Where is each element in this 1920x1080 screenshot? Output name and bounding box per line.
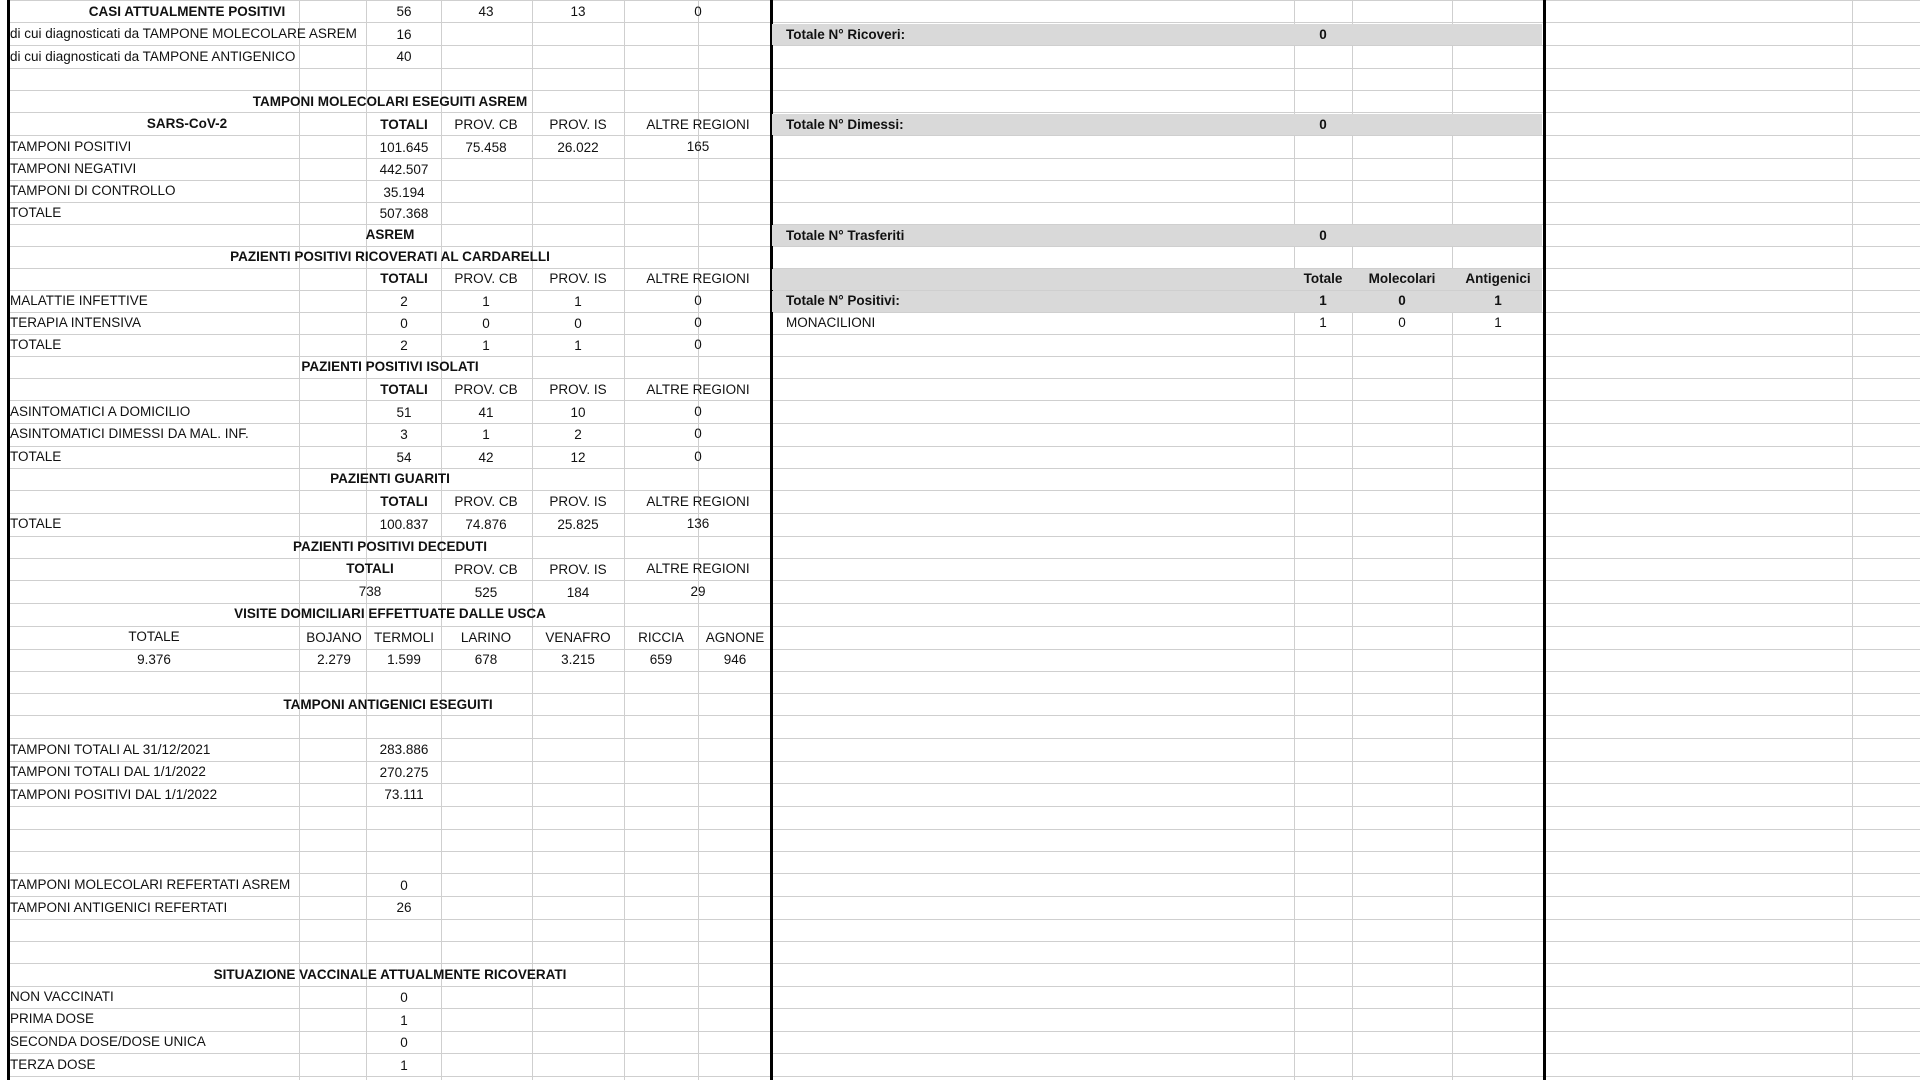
dec-title: PAZIENTI POSITIVI DECEDUTI: [292, 539, 488, 554]
casi-altre: 0: [694, 4, 702, 19]
grid-row-line: [8, 761, 1920, 762]
gua-r1-cb: 74.876: [465, 517, 507, 532]
vacc-r3-val: 0: [400, 1035, 408, 1050]
mol-title: TAMPONI MOLECOLARI ESEGUITI ASREM: [252, 94, 528, 109]
grid-row-line: [8, 1031, 1920, 1032]
iso-h-is: PROV. IS: [549, 382, 607, 397]
trasferiti-label: Totale N° Trasferiti: [786, 228, 905, 243]
grid-row-line: [8, 1053, 1920, 1054]
mol-r1-tot: 101.645: [379, 140, 429, 155]
grid-row-line: [8, 873, 1920, 874]
grid-row-line: [8, 783, 1920, 784]
mol-r1-altre: 165: [686, 139, 710, 154]
mol-r1-is: 26.022: [557, 140, 599, 155]
grid-row-line: [8, 671, 1920, 672]
casi-cb: 43: [478, 4, 494, 19]
casi-mol-label: di cui diagnosticati da TAMPONE MOLECOLARE ASREM: [10, 26, 357, 41]
mol-h-altre: ALTRE REGIONI: [646, 117, 750, 132]
gua-r1-label: TOTALE: [10, 516, 62, 531]
comune-totale: 1: [1319, 315, 1327, 330]
ant-r3-val: 73.111: [384, 787, 424, 802]
grid-row-line: [8, 986, 1920, 987]
col-header-antigenici: Antigenici: [1465, 271, 1531, 286]
usca-title: VISITE DOMICILIARI EFFETTUATE DALLE USCA: [234, 606, 546, 621]
grid-row-line: [8, 334, 1920, 335]
ant-r3-label: TAMPONI POSITIVI DAL 1/1/2022: [10, 787, 218, 802]
ric-r2-tot: 0: [400, 316, 408, 331]
ant-r2-label: TAMPONI TOTALI DAL 1/1/2022: [10, 764, 206, 779]
iso-h-cb: PROV. CB: [454, 382, 518, 397]
grid-row-line: [8, 558, 1920, 559]
section-border: [770, 0, 773, 1080]
iso-r2-tot: 3: [400, 427, 408, 442]
gua-h-altre: ALTRE REGIONI: [646, 494, 750, 509]
iso-r3-cb: 42: [478, 450, 494, 465]
iso-r3-tot: 54: [396, 450, 412, 465]
section-border: [1543, 0, 1546, 1080]
ric-h-altre: ALTRE REGIONI: [646, 271, 750, 286]
mol-r1-label: TAMPONI POSITIVI: [10, 139, 132, 154]
ric-r2-cb: 0: [482, 316, 490, 331]
usca-termoli: 1.599: [387, 652, 421, 667]
usca-h-totale: TOTALE: [128, 629, 180, 644]
grid-row-line: [8, 68, 1920, 69]
grid-row-line: [8, 378, 1920, 379]
grid-col-line: [1294, 0, 1295, 1080]
dec-is: 184: [566, 585, 590, 600]
grid-row-line: [8, 1008, 1920, 1009]
iso-r1-is: 10: [570, 405, 586, 420]
ref-r1-val: 0: [400, 878, 408, 893]
dimessi-label: Totale N° Dimessi:: [786, 117, 904, 132]
ric-h-is: PROV. IS: [549, 271, 607, 286]
ric-r1-tot: 2: [400, 294, 408, 309]
mol-r4-label: TOTALE: [10, 205, 62, 220]
grid-row-line: [8, 202, 1920, 203]
ric-r2-label: TERAPIA INTENSIVA: [10, 315, 142, 330]
gua-title: PAZIENTI GUARITI: [330, 471, 450, 486]
iso-r1-tot: 51: [396, 405, 412, 420]
mol-h-is: PROV. IS: [549, 117, 607, 132]
ricoveri-label: Totale N° Ricoveri:: [786, 27, 906, 42]
grid-row-line: [8, 446, 1920, 447]
grid-row-line: [8, 806, 1920, 807]
usca-venafro: 3.215: [561, 652, 595, 667]
usca-h-riccia: RICCIA: [638, 630, 684, 645]
positivi-label: Totale N° Positivi:: [786, 293, 900, 308]
asrem-label: ASREM: [365, 227, 415, 242]
iso-title: PAZIENTI POSITIVI ISOLATI: [301, 359, 479, 374]
casi-ant-label: di cui diagnosticati da TAMPONE ANTIGENICO: [10, 49, 296, 64]
ric-r2-altre: 0: [694, 315, 702, 330]
gua-h-cb: PROV. CB: [454, 494, 518, 509]
mol-r3-label: TAMPONI DI CONTROLLO: [10, 183, 176, 198]
vacc-r2-label: PRIMA DOSE: [10, 1011, 95, 1026]
grid-row-line: [8, 829, 1920, 830]
grid-row-line: [8, 896, 1920, 897]
iso-r3-is: 12: [570, 450, 586, 465]
grid-row-line: [8, 580, 1920, 581]
iso-r3-label: TOTALE: [10, 449, 62, 464]
comune-molecolari: 0: [1398, 315, 1406, 330]
iso-r1-cb: 41: [478, 405, 494, 420]
usca-totale: 9.376: [137, 652, 171, 667]
usca-agnone: 946: [723, 652, 747, 667]
usca-h-venafro: VENAFRO: [545, 630, 611, 645]
ric-r1-is: 1: [574, 294, 582, 309]
gua-r1-tot: 100.837: [379, 517, 429, 532]
ant-r1-val: 283.886: [379, 742, 429, 757]
ric-r2-is: 0: [574, 316, 582, 331]
grid-col-line: [698, 0, 699, 1080]
dec-h-altre: ALTRE REGIONI: [646, 561, 750, 576]
vacc-r1-val: 0: [400, 990, 408, 1005]
gua-h-tot: TOTALI: [380, 494, 428, 509]
mol-r4-tot: 507.368: [379, 206, 429, 221]
ric-r1-altre: 0: [694, 293, 702, 308]
vacc-r1-label: NON VACCINATI: [10, 989, 114, 1004]
grid-col-line: [1452, 0, 1453, 1080]
iso-r2-cb: 1: [482, 427, 490, 442]
dec-h-cb: PROV. CB: [454, 562, 518, 577]
gua-r1-is: 25.825: [557, 517, 599, 532]
grid-row-line: [8, 626, 1920, 627]
usca-riccia: 659: [649, 652, 673, 667]
dec-tot: 738: [358, 584, 382, 599]
ant-r2-val: 270.275: [379, 765, 429, 780]
grid-row-line: [8, 649, 1920, 650]
grid-row-line: [8, 738, 1920, 739]
casi-mol-val: 16: [396, 27, 412, 42]
usca-bojano: 2.279: [317, 652, 351, 667]
col-header-molecolari: Molecolari: [1368, 271, 1436, 286]
gua-h-is: PROV. IS: [549, 494, 607, 509]
mol-r3-tot: 35.194: [383, 185, 425, 200]
iso-r3-altre: 0: [694, 449, 702, 464]
dec-h-tot: TOTALI: [346, 561, 394, 576]
grid-row-line: [8, 513, 1920, 514]
iso-r1-altre: 0: [694, 404, 702, 419]
iso-r2-altre: 0: [694, 426, 702, 441]
comune-label: MONACILIONI: [786, 315, 876, 330]
trasferiti-value: 0: [1319, 228, 1327, 243]
usca-h-bojano: BOJANO: [306, 630, 362, 645]
ant-r1-label: TAMPONI TOTALI AL 31/12/2021: [10, 742, 211, 757]
grid-row-line: [8, 423, 1920, 424]
grid-col-line: [624, 0, 625, 1080]
gua-r1-altre: 136: [686, 516, 710, 531]
casi-tot: 56: [396, 4, 412, 19]
grid-row-line: [8, 490, 1920, 491]
vacc-r2-val: 1: [400, 1013, 408, 1028]
iso-r2-label: ASINTOMATICI DIMESSI DA MAL. INF.: [10, 426, 249, 441]
vacc-title: SITUAZIONE VACCINALE ATTUALMENTE RICOVERATI: [213, 967, 567, 982]
grid-row-line: [8, 468, 1920, 469]
ric-r3-cb: 1: [482, 338, 490, 353]
vacc-r4-label: TERZA DOSE: [10, 1057, 96, 1072]
grid-row-line: [8, 312, 1920, 313]
grid-row-line: [8, 919, 1920, 920]
ric-r3-label: TOTALE: [10, 337, 62, 352]
mol-r2-tot: 442.507: [379, 162, 429, 177]
ref-r2-val: 26: [396, 900, 412, 915]
ref-r2-label: TAMPONI ANTIGENICI REFERTATI: [10, 900, 228, 915]
grid-row-line: [8, 1076, 1920, 1077]
positivi-totale: 1: [1319, 293, 1327, 308]
ric-h-tot: TOTALI: [380, 271, 428, 286]
mol-r1-cb: 75.458: [465, 140, 507, 155]
usca-h-termoli: TERMOLI: [373, 630, 435, 645]
grid-row-line: [8, 400, 1920, 401]
iso-r2-is: 2: [574, 427, 582, 442]
ricoveri-value: 0: [1319, 27, 1327, 42]
casi-title: CASI ATTUALMENTE POSITIVI: [88, 4, 286, 19]
comune-antigenici: 1: [1494, 315, 1502, 330]
ric-r3-tot: 2: [400, 338, 408, 353]
ric-r1-cb: 1: [482, 294, 490, 309]
casi-ant-val: 40: [396, 49, 412, 64]
mol-h-cb: PROV. CB: [454, 117, 518, 132]
positivi-molecolari: 0: [1398, 293, 1406, 308]
usca-h-larino: LARINO: [460, 630, 512, 645]
grid-row-line: [8, 851, 1920, 852]
grid-col-line: [1852, 0, 1853, 1080]
grid-col-line: [1352, 0, 1353, 1080]
usca-h-agnone: AGNONE: [705, 630, 765, 645]
dec-cb: 525: [474, 585, 498, 600]
usca-larino: 678: [474, 652, 498, 667]
grid-col-line: [532, 0, 533, 1080]
col-header-totale: Totale: [1303, 271, 1343, 286]
mol-r2-label: TAMPONI NEGATIVI: [10, 161, 137, 176]
iso-h-tot: TOTALI: [380, 382, 428, 397]
ric-r3-is: 1: [574, 338, 582, 353]
ant-title: TAMPONI ANTIGENICI ESEGUITI: [283, 697, 493, 712]
ref-r1-label: TAMPONI MOLECOLARI REFERTATI ASREM: [10, 877, 291, 892]
grid-row-line: [8, 158, 1920, 159]
mol-sars: SARS-CoV-2: [146, 116, 228, 131]
ric-title: PAZIENTI POSITIVI RICOVERATI AL CARDARELLI: [230, 249, 550, 264]
grid-row-line: [8, 0, 1920, 1]
grid-row-line: [8, 135, 1920, 136]
dec-altre: 29: [690, 584, 706, 599]
dec-h-is: PROV. IS: [549, 562, 607, 577]
iso-r1-label: ASINTOMATICI A DOMICILIO: [10, 404, 191, 419]
dimessi-value: 0: [1319, 117, 1327, 132]
vacc-r4-val: 1: [400, 1058, 408, 1073]
grid-row-line: [8, 356, 1920, 357]
grid-row-line: [8, 180, 1920, 181]
ric-r1-label: MALATTIE INFETTIVE: [10, 293, 148, 308]
positivi-antigenici: 1: [1494, 293, 1502, 308]
ric-h-cb: PROV. CB: [454, 271, 518, 286]
iso-h-altre: ALTRE REGIONI: [646, 382, 750, 397]
grid-row-line: [8, 941, 1920, 942]
vacc-r3-label: SECONDA DOSE/DOSE UNICA: [10, 1034, 206, 1049]
ric-r3-altre: 0: [694, 337, 702, 352]
mol-h-tot: TOTALI: [380, 117, 428, 132]
casi-is: 13: [570, 4, 586, 19]
